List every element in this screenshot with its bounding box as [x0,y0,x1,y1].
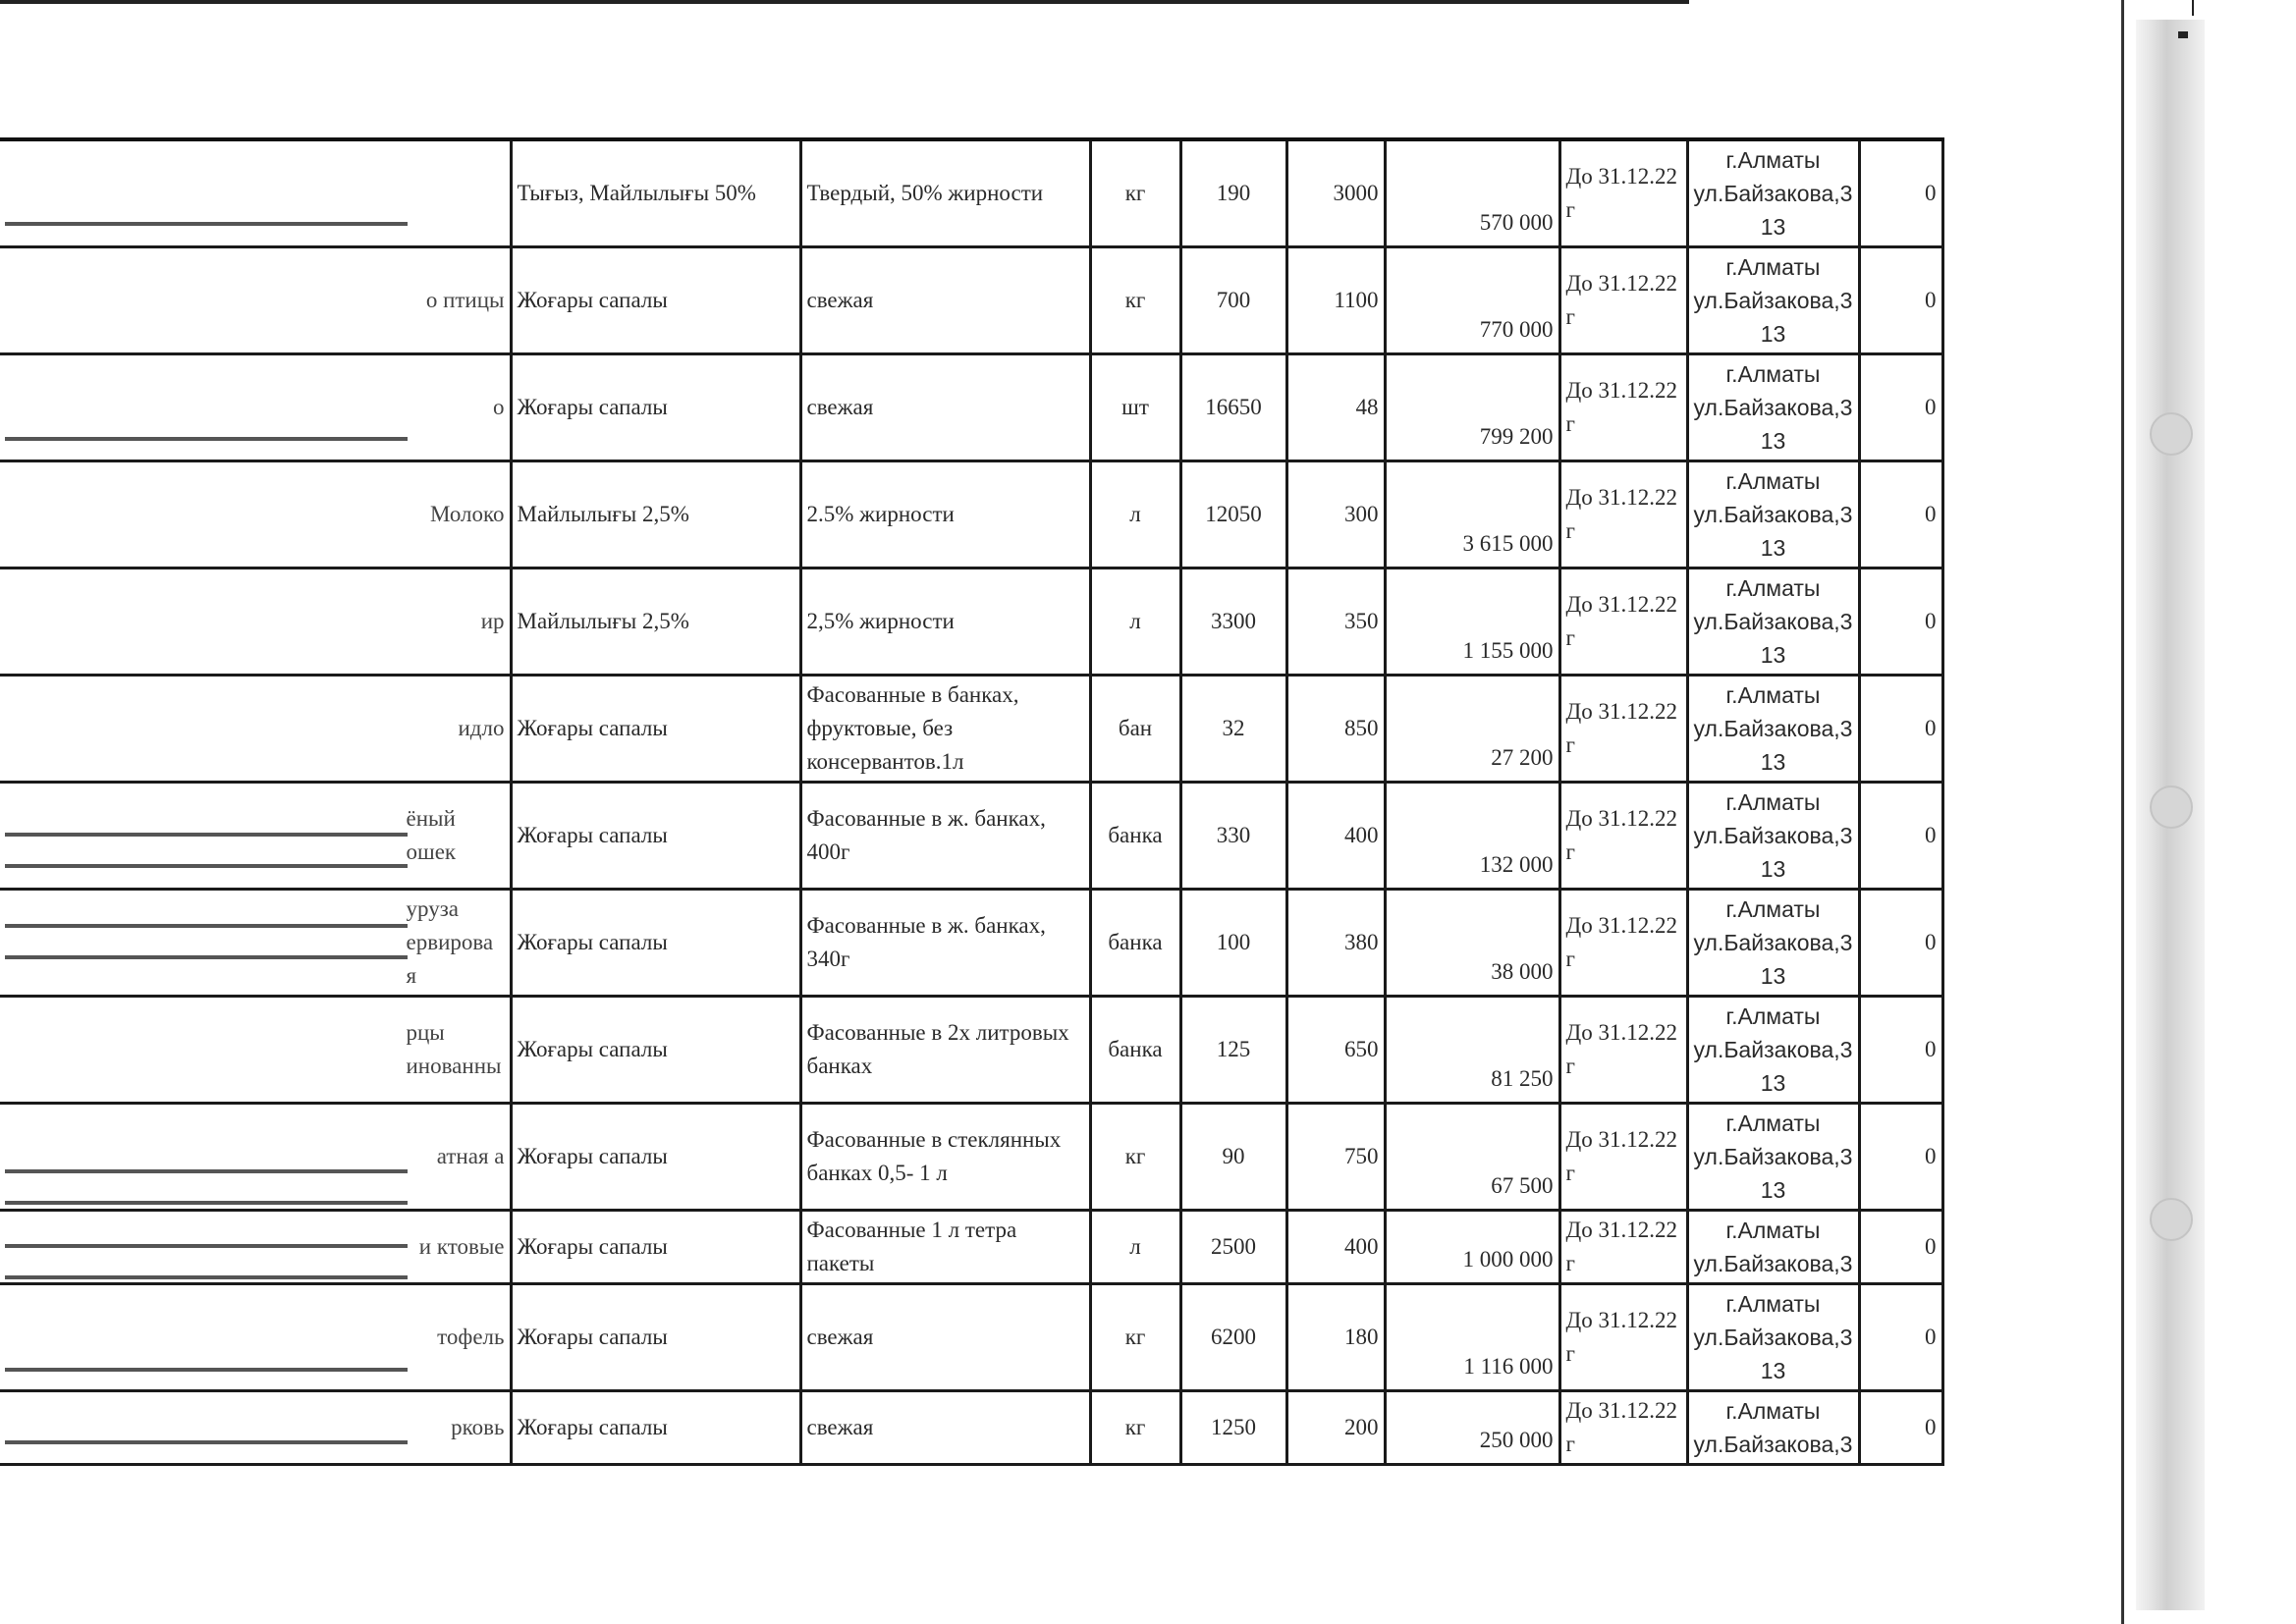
product-name-wrap [5,177,505,210]
product-name-wrap [5,498,505,531]
top-edge-line [0,0,1689,4]
product-name-cell [0,139,511,247]
delivery-term-cell: До 31.12.22 г [1559,568,1687,676]
product-name-cell [0,354,511,461]
unit-cell: л [1090,461,1180,568]
price-cell: 750 [1286,1104,1385,1211]
table-row [0,676,1942,783]
product-name-cell [0,1391,511,1465]
corner-mark [2178,31,2188,38]
unit-cell: банка [1090,783,1180,890]
delivery-term-cell: До 31.12.22 г [1559,1391,1687,1465]
product-name-cell [0,676,511,783]
address-cell: г.Алматы ул.Байзакова,3 13 [1687,247,1859,354]
table-row [0,1211,1942,1284]
product-name-cell [0,997,511,1104]
delivery-term-cell: До 31.12.22 г [1559,247,1687,354]
quality-cell: Жоғары сапалы [511,890,800,997]
last-column-cell: 0 [1859,676,1942,783]
quantity-cell: 90 [1180,1104,1286,1211]
sum-cell: 770 000 [1385,247,1559,354]
redaction-line [5,1201,408,1205]
quantity-cell: 32 [1180,676,1286,783]
price-cell: 350 [1286,568,1385,676]
quality-cell: Жоғары сапалы [511,783,800,890]
delivery-term-cell: До 31.12.22 г [1559,1104,1687,1211]
price-cell: 650 [1286,997,1385,1104]
quality-cell: Тығыз, Майлылығы 50% [511,139,800,247]
address-cell: г.Алматы ул.Байзакова,3 13 [1687,997,1859,1104]
last-column-cell: 0 [1859,783,1942,890]
product-name-cell [0,890,511,997]
redaction-line [5,437,408,441]
sum-cell: 799 200 [1385,354,1559,461]
last-column-cell: 0 [1859,1391,1942,1465]
address-cell: г.Алматы ул.Байзакова,3 [1687,1211,1859,1284]
price-cell: 180 [1286,1284,1385,1391]
sum-cell: 250 000 [1385,1391,1559,1465]
product-name-wrap [5,1230,505,1264]
quantity-cell: 12050 [1180,461,1286,568]
table-body [0,139,1942,1465]
last-column-cell: 0 [1859,1284,1942,1391]
address-cell: г.Алматы ул.Байзакова,3 13 [1687,890,1859,997]
last-column-cell: 0 [1859,890,1942,997]
binder-hole [2150,412,2193,456]
quantity-cell: 125 [1180,997,1286,1104]
sum-cell: 67 500 [1385,1104,1559,1211]
redaction-line [5,1440,408,1444]
last-column-cell: 0 [1859,354,1942,461]
quality-cell: Жоғары сапалы [511,676,800,783]
unit-cell: бан [1090,676,1180,783]
product-name-wrap [5,712,505,745]
product-name-text: уруза ервирова я [406,896,494,988]
product-name-cell [0,461,511,568]
unit-cell: л [1090,568,1180,676]
characteristics-cell: свежая [800,1284,1090,1391]
delivery-term-cell: До 31.12.22 г [1559,997,1687,1104]
sum-cell: 1 116 000 [1385,1284,1559,1391]
redaction-line [5,222,408,226]
quantity-cell: 2500 [1180,1211,1286,1284]
unit-cell: шт [1090,354,1180,461]
table-row [0,461,1942,568]
quantity-cell: 700 [1180,247,1286,354]
redaction-line [5,955,408,959]
price-cell: 1100 [1286,247,1385,354]
table-row [0,354,1942,461]
product-name-text: ёный ошек [406,806,457,864]
price-cell: 400 [1286,1211,1385,1284]
address-cell: г.Алматы ул.Байзакова,3 13 [1687,1104,1859,1211]
quality-cell: Жоғары сапалы [511,247,800,354]
delivery-term-cell: До 31.12.22 г [1559,890,1687,997]
binder-hole [2150,785,2193,829]
delivery-term-cell: До 31.12.22 г [1559,1211,1687,1284]
address-cell: г.Алматы ул.Байзакова,3 13 [1687,354,1859,461]
last-column-cell: 0 [1859,997,1942,1104]
quantity-cell: 190 [1180,139,1286,247]
characteristics-cell: Фасованные в стеклянных банках 0,5- 1 л [800,1104,1090,1211]
procurement-table [0,137,1944,1466]
last-column-cell: 0 [1859,461,1942,568]
product-name-text: тофель [437,1325,505,1349]
delivery-term-cell: До 31.12.22 г [1559,139,1687,247]
delivery-term-cell: До 31.12.22 г [1559,1284,1687,1391]
redaction-line [5,1275,408,1279]
sum-cell: 1 000 000 [1385,1211,1559,1284]
price-cell: 48 [1286,354,1385,461]
product-name-text: о [493,395,505,419]
page-right-edge [2121,0,2124,1624]
address-cell: г.Алматы ул.Байзакова,3 13 [1687,461,1859,568]
quality-cell: Жоғары сапалы [511,1211,800,1284]
product-name-wrap [5,1321,505,1354]
quantity-cell: 16650 [1180,354,1286,461]
characteristics-cell: свежая [800,247,1090,354]
product-name-wrap [5,284,505,317]
address-cell: г.Алматы ул.Байзакова,3 13 [1687,783,1859,890]
redaction-line [5,924,408,928]
product-name-cell [0,1211,511,1284]
product-name-cell [0,247,511,354]
characteristics-cell: свежая [800,1391,1090,1465]
address-cell: г.Алматы ул.Байзакова,3 13 [1687,676,1859,783]
characteristics-cell: Фасованные 1 л тетра пакеты [800,1211,1090,1284]
quality-cell: Жоғары сапалы [511,1391,800,1465]
table-row [0,139,1942,247]
redaction-line [5,1368,408,1372]
characteristics-cell: 2.5% жирности [800,461,1090,568]
quality-cell: Майлылығы 2,5% [511,461,800,568]
quality-cell: Жоғары сапалы [511,997,800,1104]
characteristics-cell: Фасованные в ж. банках, 340г [800,890,1090,997]
address-cell: г.Алматы ул.Байзакова,3 13 [1687,568,1859,676]
address-cell: г.Алматы ул.Байзакова,3 [1687,1391,1859,1465]
price-cell: 850 [1286,676,1385,783]
quantity-cell: 6200 [1180,1284,1286,1391]
quality-cell: Жоғары сапалы [511,354,800,461]
product-name-text: рковь [451,1415,505,1439]
characteristics-cell: Фасованные в ж. банках, 400г [800,783,1090,890]
table-row [0,890,1942,997]
price-cell: 400 [1286,783,1385,890]
product-name-text: идло [458,716,505,740]
price-cell: 200 [1286,1391,1385,1465]
unit-cell: банка [1090,997,1180,1104]
last-column-cell: 0 [1859,1104,1942,1211]
last-column-cell: 0 [1859,139,1942,247]
quantity-cell: 330 [1180,783,1286,890]
quantity-cell: 100 [1180,890,1286,997]
characteristics-cell: Твердый, 50% жирности [800,139,1090,247]
table-row [0,1391,1942,1465]
product-name-text: рцы инованны [406,1020,502,1078]
quality-cell: Жоғары сапалы [511,1284,800,1391]
product-name-text: и ктовые [418,1234,505,1259]
table-row [0,247,1942,354]
quantity-cell: 1250 [1180,1391,1286,1465]
characteristics-cell: 2,5% жирности [800,568,1090,676]
table-row [0,997,1942,1104]
product-name-text: Молоко [429,502,505,526]
quality-cell: Жоғары сапалы [511,1104,800,1211]
sum-cell: 132 000 [1385,783,1559,890]
product-name-text: атная а [436,1144,505,1168]
redaction-line [5,1169,408,1173]
last-column-cell: 0 [1859,247,1942,354]
unit-cell: банка [1090,890,1180,997]
unit-cell: кг [1090,1391,1180,1465]
last-column-cell: 0 [1859,1211,1942,1284]
product-name-cell [0,1284,511,1391]
delivery-term-cell: До 31.12.22 г [1559,461,1687,568]
characteristics-cell: свежая [800,354,1090,461]
product-name-wrap [5,391,505,424]
price-cell: 3000 [1286,139,1385,247]
binder-strip [2136,20,2205,1610]
product-name-text: ир [480,609,505,633]
product-name-wrap [5,893,505,993]
quantity-cell: 3300 [1180,568,1286,676]
redaction-line [5,864,408,868]
address-cell: г.Алматы ул.Байзакова,3 13 [1687,139,1859,247]
unit-cell: кг [1090,1284,1180,1391]
product-name-wrap [5,1016,505,1083]
product-name-wrap [5,1140,505,1173]
sum-cell: 38 000 [1385,890,1559,997]
product-name-cell [0,783,511,890]
quality-cell: Майлылығы 2,5% [511,568,800,676]
corner-mark [2192,0,2194,16]
table-row [0,1284,1942,1391]
table-row [0,568,1942,676]
table-row [0,783,1942,890]
price-cell: 380 [1286,890,1385,997]
characteristics-cell: Фасованные в банках, фруктовые, без консервантов.1л [800,676,1090,783]
product-name-text: о птицы [425,288,505,312]
binder-hole [2150,1198,2193,1241]
unit-cell: л [1090,1211,1180,1284]
unit-cell: кг [1090,1104,1180,1211]
delivery-term-cell: До 31.12.22 г [1559,354,1687,461]
unit-cell: кг [1090,139,1180,247]
product-name-wrap [5,802,505,869]
redaction-line [5,833,408,837]
redaction-line [5,1244,408,1248]
product-name-cell [0,568,511,676]
sum-cell: 570 000 [1385,139,1559,247]
sum-cell: 81 250 [1385,997,1559,1104]
delivery-term-cell: До 31.12.22 г [1559,783,1687,890]
address-cell: г.Алматы ул.Байзакова,3 13 [1687,1284,1859,1391]
unit-cell: кг [1090,247,1180,354]
price-cell: 300 [1286,461,1385,568]
product-name-wrap [5,1411,505,1444]
sum-cell: 3 615 000 [1385,461,1559,568]
delivery-term-cell: До 31.12.22 г [1559,676,1687,783]
table-row [0,1104,1942,1211]
sum-cell: 27 200 [1385,676,1559,783]
last-column-cell: 0 [1859,568,1942,676]
sum-cell: 1 155 000 [1385,568,1559,676]
product-name-cell [0,1104,511,1211]
product-name-wrap [5,605,505,638]
characteristics-cell: Фасованные в 2х литровых банках [800,997,1090,1104]
